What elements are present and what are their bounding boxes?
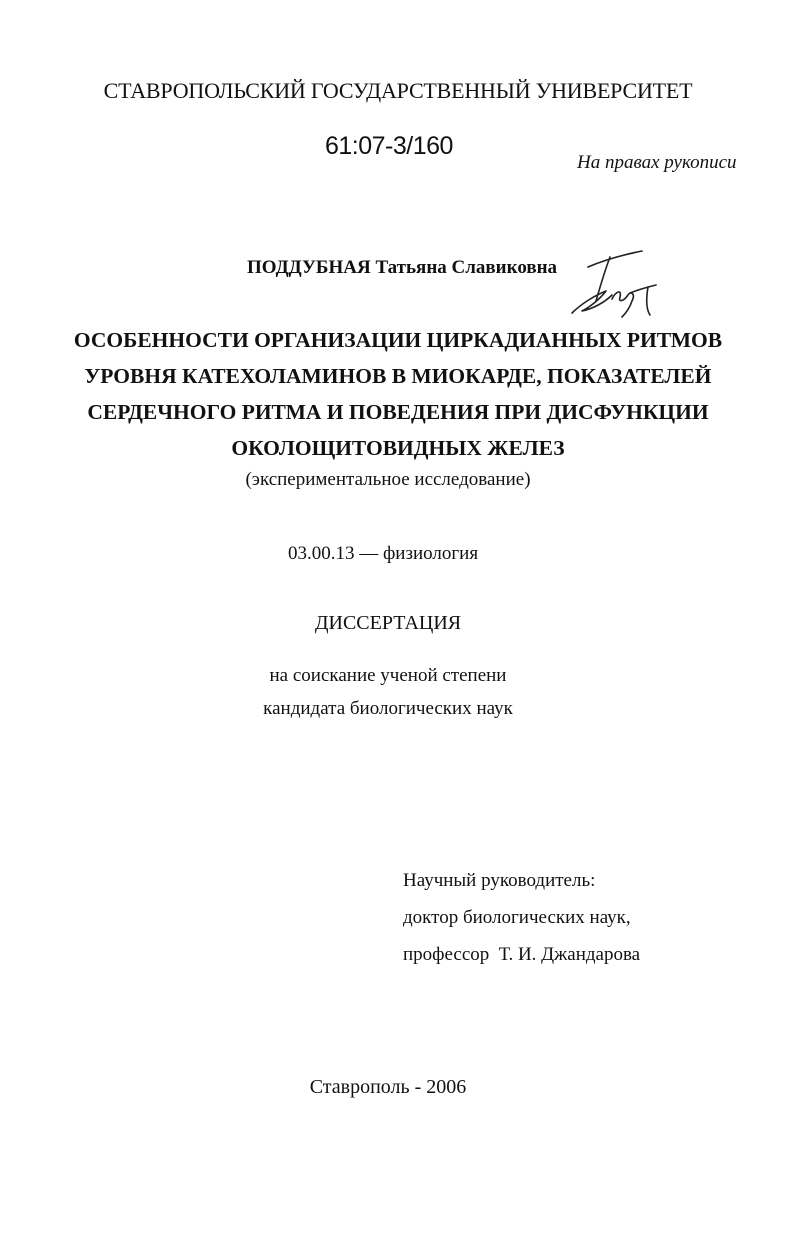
city-year: Ставрополь - 2006 <box>309 1076 467 1098</box>
title-line: СЕРДЕЧНОГО РИТМА И ПОВЕДЕНИЯ ПРИ ДИСФУНКЦИИ <box>87 400 709 424</box>
signature-stroke-1 <box>588 251 642 267</box>
signature-stroke-5 <box>630 285 656 293</box>
specialty-code: 03.00.13 — физиология <box>288 543 479 564</box>
title-line: ОКОЛОЩИТОВИДНЫХ ЖЕЛЕЗ <box>231 436 565 460</box>
dissertation-subtitle: (экспериментальное исследование) <box>245 469 531 490</box>
signature-stroke-6 <box>647 287 650 315</box>
title-line: ОСОБЕННОСТИ ОРГАНИЗАЦИИ ЦИРКАДИАННЫХ РИТМОВ <box>73 328 723 352</box>
supervisor-name: профессор Т. И. Джандарова <box>403 944 641 965</box>
degree-line: на соискание ученой степени <box>269 665 507 686</box>
archive-code: 61:07-3/160 <box>325 132 453 160</box>
supervisor-block <box>403 862 640 973</box>
supervisor-label: Научный руководитель: <box>403 870 596 891</box>
author-signature <box>560 243 670 323</box>
dissertation-title <box>0 322 796 466</box>
degree-line: кандидата биологических наук <box>263 698 513 719</box>
signature-stroke-4 <box>612 292 633 317</box>
title-line: УРОВНЯ КАТЕХОЛАМИНОВ В МИОКАРДЕ, ПОКАЗАТЕЛЕЙ <box>84 364 712 388</box>
university-name: СТАВРОПОЛЬСКИЙ ГОСУДАРСТВЕННЫЙ УНИВЕРСИТЕТ <box>103 78 693 103</box>
degree-statement <box>0 659 776 725</box>
author-name: ПОДДУБНАЯ Татьяна Славиковна <box>247 257 558 278</box>
signature-stroke-3 <box>572 291 612 313</box>
work-type: ДИССЕРТАЦИЯ <box>314 612 462 634</box>
manuscript-rights-note: На правах рукописи <box>577 152 737 173</box>
supervisor-degree: доктор биологических наук, <box>403 907 631 928</box>
